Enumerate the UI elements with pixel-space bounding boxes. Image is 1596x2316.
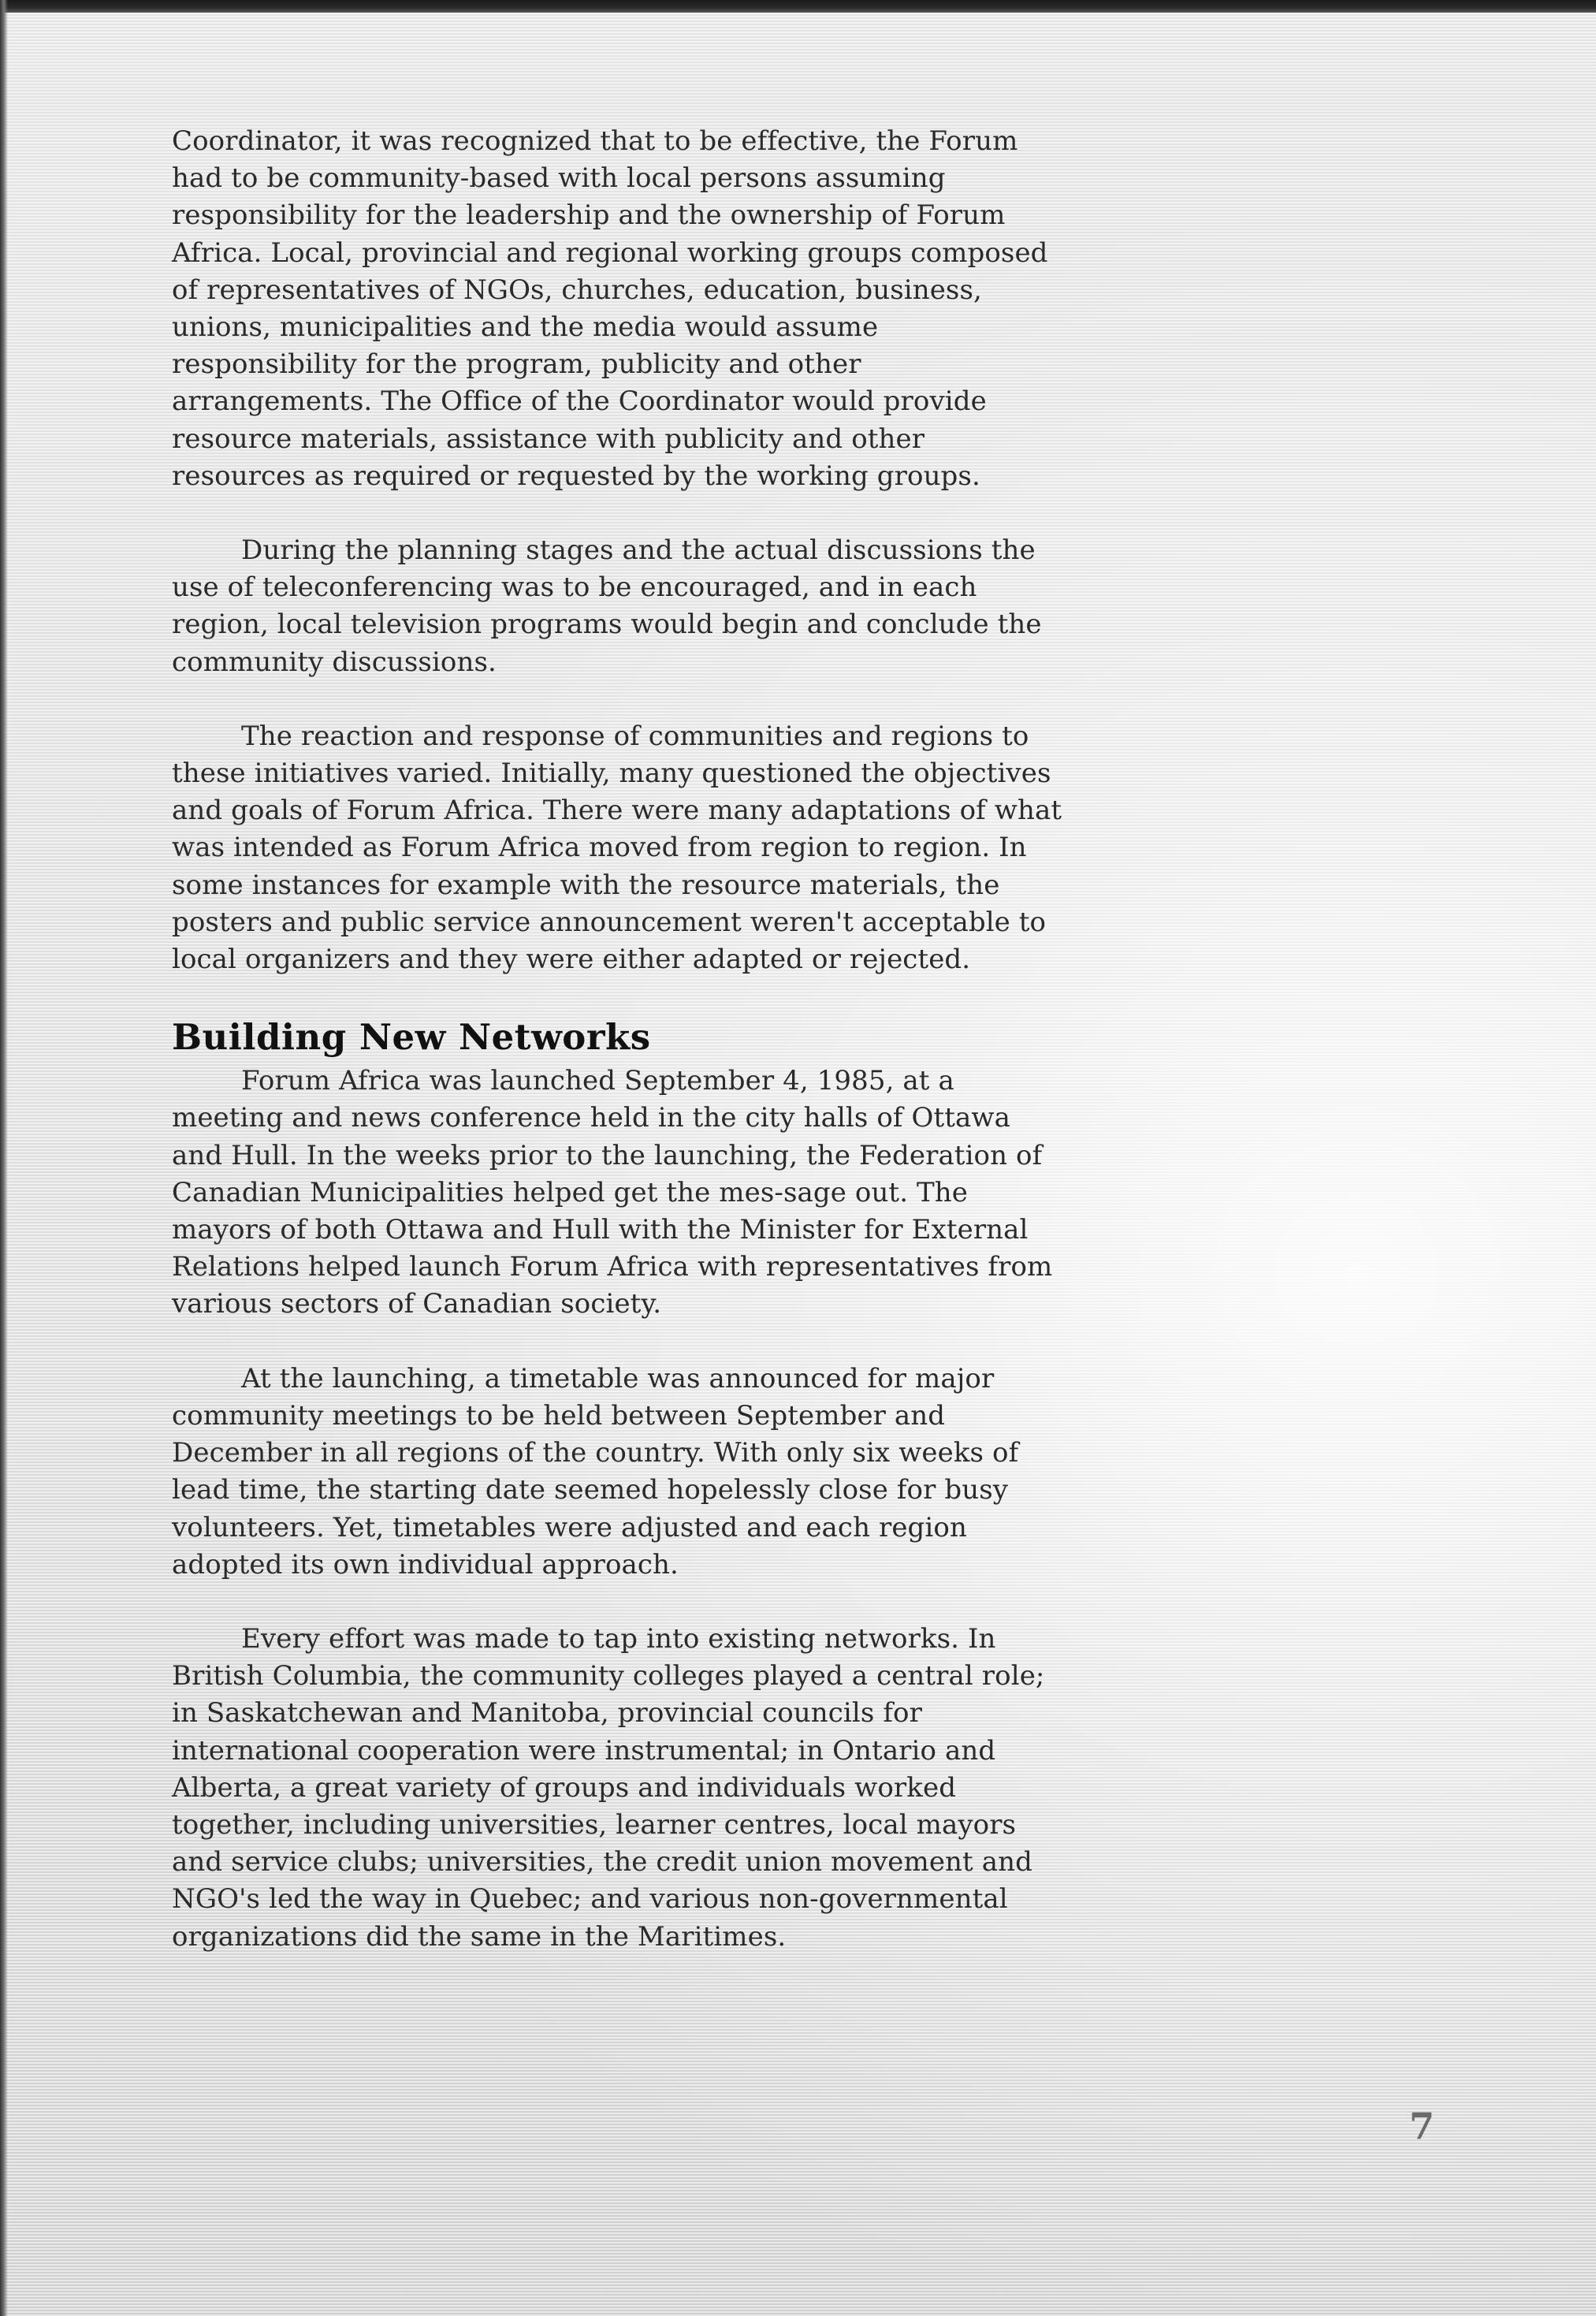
paragraph-reaction: The reaction and response of communities and regions to these initiatives varied. Initially, many questioned the objectives and goals of Forum Africa. There were many adaptations of what was intended as Forum Africa moved from region to region. In some instances for example with the resource materials, the posters and public service announcement weren't acceptable to local organizers and they were either adapted or rejected. <box>172 720 1062 976</box>
paragraph-networks: Every effort was made to tap into existing networks. In British Columbia, the community colleges played a central role; in Saskatchewan and Manitoba, provincial councils for international cooperation were instrumental; in Ontario and Alberta, a great variety of groups and individuals worked together, including universities, learner centres, local mayors and service clubs; universities, the credit union movement and NGO's led the way in Quebec; and various non-governmental organizations did the same in the Maritimes. <box>172 1622 1045 1953</box>
section-heading: Building New Networks <box>172 1016 651 1059</box>
body-text <box>172 123 1062 1993</box>
paragraph-timetable: At the launching, a timetable was announced for major community meetings to be held between September and December in all regions of the country. With only six weeks of lead time, the starting date seemed hopelessly close for busy volunteers. Yet, timetables were adjusted and each region adopted its own individual approach. <box>172 1362 1019 1581</box>
paragraph-planning-stages: During the planning stages and the actual discussions the use of teleconferencing was to be encouraged, and in each region, local television programs would begin and conclude the community discussions. <box>172 534 1042 678</box>
paragraph-coordinator: Coordinator, it was recognized that to be effective, the Forum had to be community-based with local persons assuming responsibility for the leadership and the ownership of Forum Africa. Local, provincial and regional working groups composed of representatives of NGOs, churches, education, business, unions, municipalities and the media would assume responsibility for the program, publicity and other arrangements. The Office of the Coordinator would provide resource materials, assistance with publicity and other resources as required or requested by the working groups. <box>172 125 1048 492</box>
paragraph-launch: Forum Africa was launched September 4, 1985, at a meeting and news conference held in the city halls of Ottawa and Hull. In the weeks prior to the launching, the Federation of Canadian Municipalities helped get the mes-sage out. The mayors of both Ottawa and Hull with the Minister for External Relations helped launch Forum Africa with representatives from various sectors of Canadian society. <box>172 1065 1053 1320</box>
page-number: 7 <box>1409 2105 1435 2147</box>
scan-top-edge <box>0 0 1596 13</box>
scan-left-edge <box>0 0 8 2316</box>
